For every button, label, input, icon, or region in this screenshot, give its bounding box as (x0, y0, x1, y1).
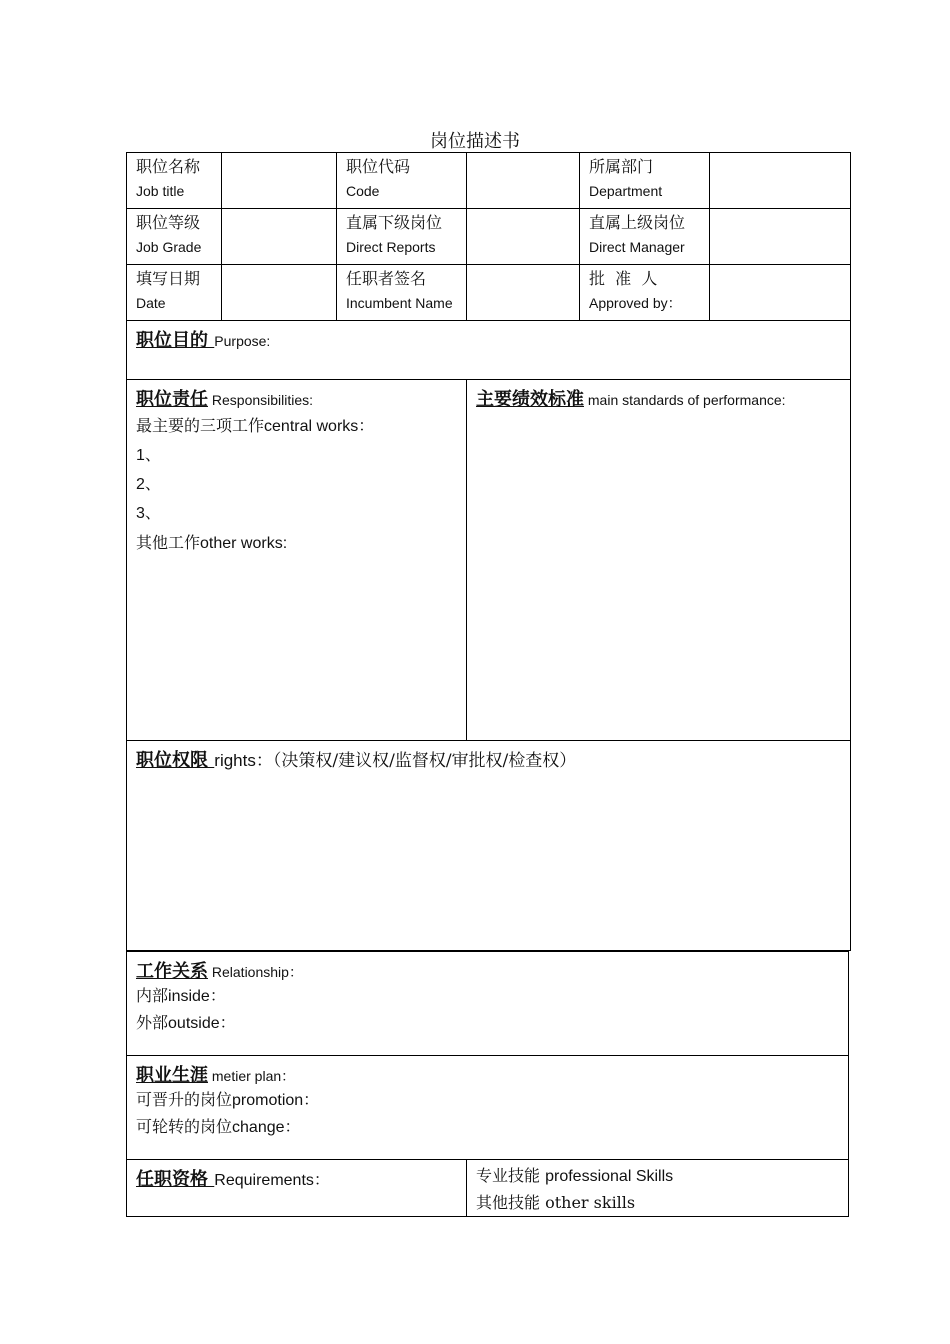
performance-label: main standards of performance: (584, 392, 786, 408)
job-grade-field[interactable] (222, 209, 337, 265)
duties-table (126, 320, 851, 951)
job-grade-label: 职位等级 Job Grade (127, 209, 222, 265)
purpose-heading: 职位目的 (136, 330, 215, 351)
direct-manager-field[interactable] (710, 209, 851, 265)
professional-skills-line: 专业技能 professional Skills (476, 1166, 674, 1185)
direct-manager-label: 直属上级岗位 Direct Manager (580, 209, 710, 265)
approved-by-label: 批 准 人 Approved by： (580, 265, 710, 321)
approved-by-field[interactable] (710, 265, 851, 321)
job-title-label: 职位名称 Job title (127, 153, 222, 209)
purpose-label: Purpose: (214, 333, 271, 349)
performance-section[interactable] (467, 380, 851, 741)
other-works-line: 其他工作other works: (136, 533, 288, 552)
purpose-section[interactable] (127, 321, 851, 380)
department-label: 所属部门 Department (580, 153, 710, 209)
rights-section[interactable] (127, 741, 851, 951)
central-works-line: 最主要的三项工作central works： (136, 416, 375, 435)
change-line: 可轮转的岗位change： (136, 1117, 301, 1136)
code-field[interactable] (467, 153, 580, 209)
incumbent-name-field[interactable] (467, 265, 580, 321)
date-field[interactable] (222, 265, 337, 321)
performance-heading: 主要绩效标准 (476, 389, 584, 410)
info-row-2 (127, 209, 851, 265)
central-work-item-2: 2、 (136, 476, 161, 493)
requirements-heading: 任职资格 (136, 1169, 215, 1190)
rights-types: （决策权/建议权/监督权/审批权/检查权） (272, 751, 577, 771)
relations-table (126, 951, 849, 1217)
responsibilities-section[interactable] (127, 380, 467, 741)
direct-reports-label: 直属下级岗位 Direct Reports (337, 209, 467, 265)
career-heading: 职业生涯 (136, 1065, 208, 1086)
central-work-item-3: 3、 (136, 505, 161, 522)
inside-line: 内部inside： (136, 986, 226, 1005)
direct-reports-field[interactable] (467, 209, 580, 265)
requirements-section[interactable] (127, 1160, 467, 1217)
info-table (126, 152, 851, 321)
info-row-1 (127, 153, 851, 209)
career-section[interactable] (127, 1056, 849, 1160)
date-label: 填写日期 Date (127, 265, 222, 321)
requirements-label: Requirements： (214, 1172, 330, 1189)
job-title-field[interactable] (222, 153, 337, 209)
outside-line: 外部outside： (136, 1013, 236, 1032)
incumbent-name-label: 任职者签名 Incumbent Name (337, 265, 467, 321)
department-field[interactable] (710, 153, 851, 209)
document-title: 岗位描述书 (430, 131, 520, 152)
relationship-heading: 工作关系 (136, 961, 208, 982)
skills-section[interactable] (467, 1160, 849, 1217)
code-label: 职位代码 Code (337, 153, 467, 209)
other-skills-line: 其他技能 other skills (476, 1193, 636, 1212)
responsibilities-label: Responsibilities: (208, 392, 314, 408)
relationship-label: Relationship： (208, 964, 303, 980)
career-label: metier plan： (208, 1068, 296, 1084)
rights-label: rights： (214, 751, 273, 770)
responsibilities-heading: 职位责任 (136, 389, 208, 410)
rights-heading: 职位权限 (136, 750, 215, 771)
central-work-item-1: 1、 (136, 447, 161, 464)
info-row-3 (127, 265, 851, 321)
relationship-section[interactable] (127, 952, 849, 1056)
promotion-line: 可晋升的岗位promotion： (136, 1090, 320, 1109)
